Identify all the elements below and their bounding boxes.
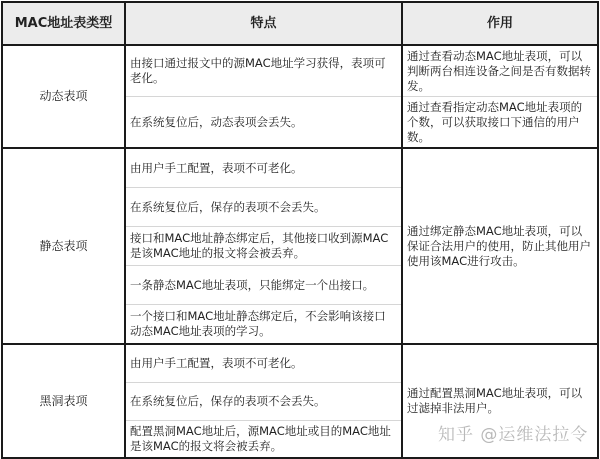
usage-cell: 通过绑定静态MAC地址表项，可以保证合法用户的使用，防止其他用户使用该MAC进行攻击。	[402, 148, 598, 344]
type-cell: 静态表项	[2, 148, 125, 344]
type-cell: 黑洞表项	[2, 344, 125, 458]
feature-item: 在系统复位后，保存的表项不会丢失。	[126, 187, 401, 226]
feature-item: 一条静态MAC地址表项，只能绑定一个出接口。	[126, 265, 401, 304]
feature-item: 配置黑洞MAC地址后，源MAC地址或目的MAC地址是该MAC的报文将会被丢弃。	[126, 420, 401, 457]
watermark: 知乎 @运维法拉令	[438, 425, 589, 445]
feature-item: 由用户手工配置，表项不可老化。	[130, 160, 303, 175]
usage-item: 通过查看动态MAC地址表项，可以判断两台相连设备之间是否有数据转发。	[407, 48, 591, 93]
header-features: 特点	[125, 2, 402, 45]
feature-item: 在系统复位后，动态表项会丢失。	[126, 96, 401, 147]
features-cell	[125, 344, 402, 458]
features-cell	[125, 148, 402, 344]
header-type: MAC地址表类型	[2, 2, 125, 45]
feature-item: 接口和MAC地址静态绑定后，其他接口收到源MAC是该MAC地址的报文将会被丢弃。	[126, 226, 401, 265]
features-cell	[125, 45, 402, 148]
feature-item: 由接口通过报文中的源MAC地址学习获得，表项可老化。	[130, 56, 386, 85]
table-row-static	[2, 148, 598, 344]
feature-item: 由用户手工配置，表项不可老化。	[130, 356, 303, 370]
mac-address-table	[1, 1, 599, 459]
header-row	[2, 2, 598, 45]
type-cell: 动态表项	[2, 45, 125, 148]
header-usage: 作用	[402, 2, 598, 45]
feature-item: 一个接口和MAC地址静态绑定后，不会影响该接口动态MAC地址表项的学习。	[126, 304, 401, 343]
feature-item: 在系统复位后，保存的表项不会丢失。	[126, 382, 401, 420]
usage-cell: 通过配置黑洞MAC地址表项，可以过滤掉非法用户。	[402, 344, 598, 458]
usage-cell	[402, 45, 598, 148]
usage-item: 通过查看指定动态MAC地址表项的个数，可以获取接口下通信的用户数。	[403, 96, 597, 147]
table-row-dynamic	[2, 45, 598, 148]
